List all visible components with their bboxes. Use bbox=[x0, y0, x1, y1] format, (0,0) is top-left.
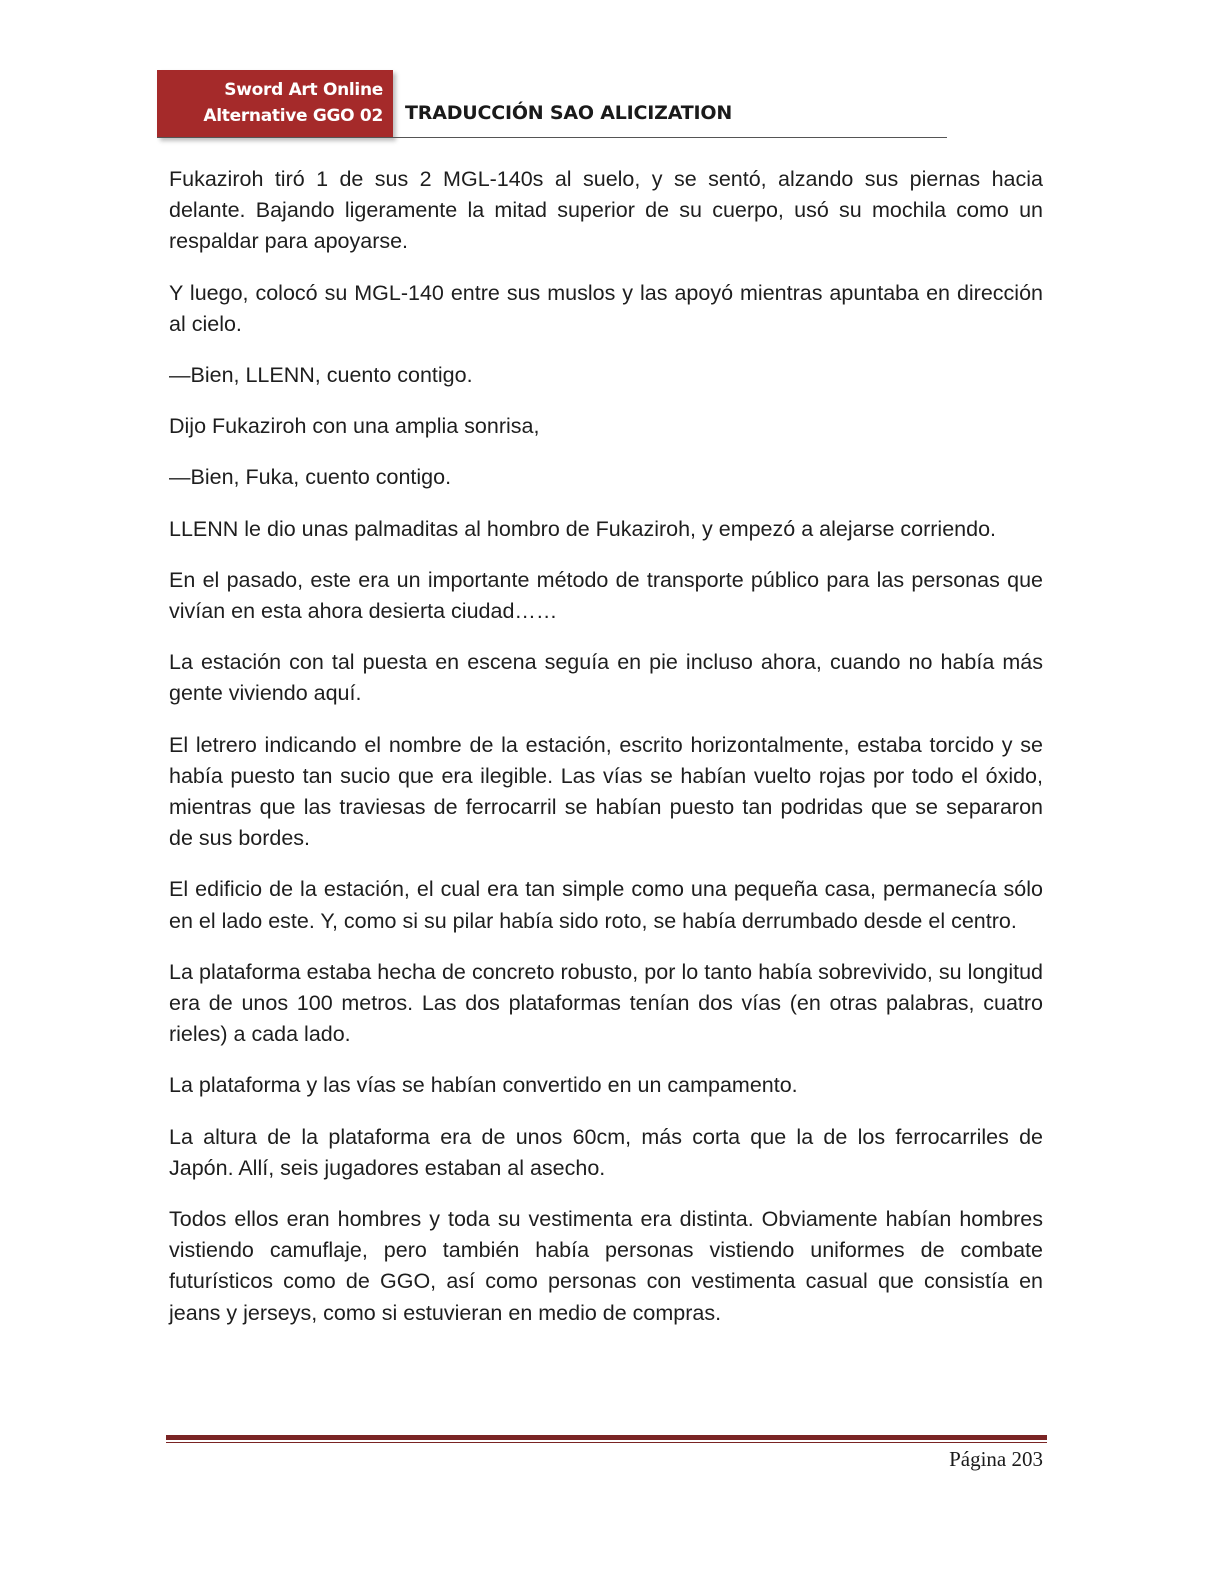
header-book-title-line1: Sword Art Online bbox=[224, 80, 383, 100]
paragraph: La altura de la plataforma era de unos 60cm, más corta que la de los ferrocarriles de Japón. Allí, seis jugadores estaban al asecho. bbox=[169, 1124, 1043, 1180]
header-divider bbox=[157, 137, 947, 138]
header-book-title-line2: Alternative GGO 02 bbox=[203, 106, 383, 126]
header-title: TRADUCCIÓN SAO ALICIZATION bbox=[405, 102, 733, 124]
footer-divider-thin bbox=[166, 1442, 1047, 1443]
header-book-badge bbox=[157, 70, 393, 138]
footer-divider-thick bbox=[166, 1435, 1047, 1440]
paragraph: La plataforma y las vías se habían convertido en un campamento. bbox=[169, 1073, 798, 1098]
page-number: Página 203 bbox=[949, 1447, 1043, 1471]
paragraph: La estación con tal puesta en escena seguía en pie incluso ahora, cuando no había más gente viviendo aquí. bbox=[169, 650, 1043, 706]
page-body bbox=[169, 164, 1043, 1349]
paragraph: Dijo Fukaziroh con una amplia sonrisa, bbox=[169, 414, 540, 439]
paragraph: —Bien, Fuka, cuento contigo. bbox=[169, 465, 452, 490]
paragraph: —Bien, LLENN, cuento contigo. bbox=[169, 363, 473, 388]
paragraph: Fukaziroh tiró 1 de sus 2 MGL-140s al suelo, y se sentó, alzando sus piernas hacia delante. Bajando ligeramente la mitad superior de su cuerpo, usó su mochila como un respaldar para apoyarse. bbox=[169, 167, 1043, 254]
paragraph: LLENN le dio unas palmaditas al hombro de Fukaziroh, y empezó a alejarse corriendo. bbox=[169, 516, 996, 541]
paragraph: Y luego, colocó su MGL-140 entre sus muslos y las apoyó mientras apuntaba en dirección al cielo. bbox=[169, 280, 1043, 336]
paragraph: Todos ellos eran hombres y toda su vestimenta era distinta. Obviamente habían hombres vistiendo camuflaje, pero también había personas vistiendo uniformes de combate futurísticos como de GGO, así como personas con vestimenta casual que consistía en jeans y jerseys, como si estuvieran en medio de compras. bbox=[169, 1207, 1043, 1325]
paragraph: La plataforma estaba hecha de concreto robusto, por lo tanto había sobrevivido, su longitud era de unos 100 metros. Las dos plataformas tenían dos vías (en otras palabras, cuatro rieles) a cada lado. bbox=[169, 959, 1043, 1047]
paragraph: En el pasado, este era un importante método de transporte público para las personas que vivían en esta ahora desierta ciudad…… bbox=[169, 567, 1043, 624]
paragraph: El edificio de la estación, el cual era tan simple como una pequeña casa, permanecía sólo en el lado este. Y, como si su pilar había sido roto, se había derrumbado desde el centro. bbox=[169, 877, 1043, 933]
paragraph: El letrero indicando el nombre de la estación, escrito horizontalmente, estaba torcido y se había puesto tan sucio que era ilegible. Las vías se habían vuelto rojas por todo el óxido, mientras que las traviesas de ferrocarril se habían puesto tan podridas que se separaron de sus bordes. bbox=[169, 732, 1043, 851]
